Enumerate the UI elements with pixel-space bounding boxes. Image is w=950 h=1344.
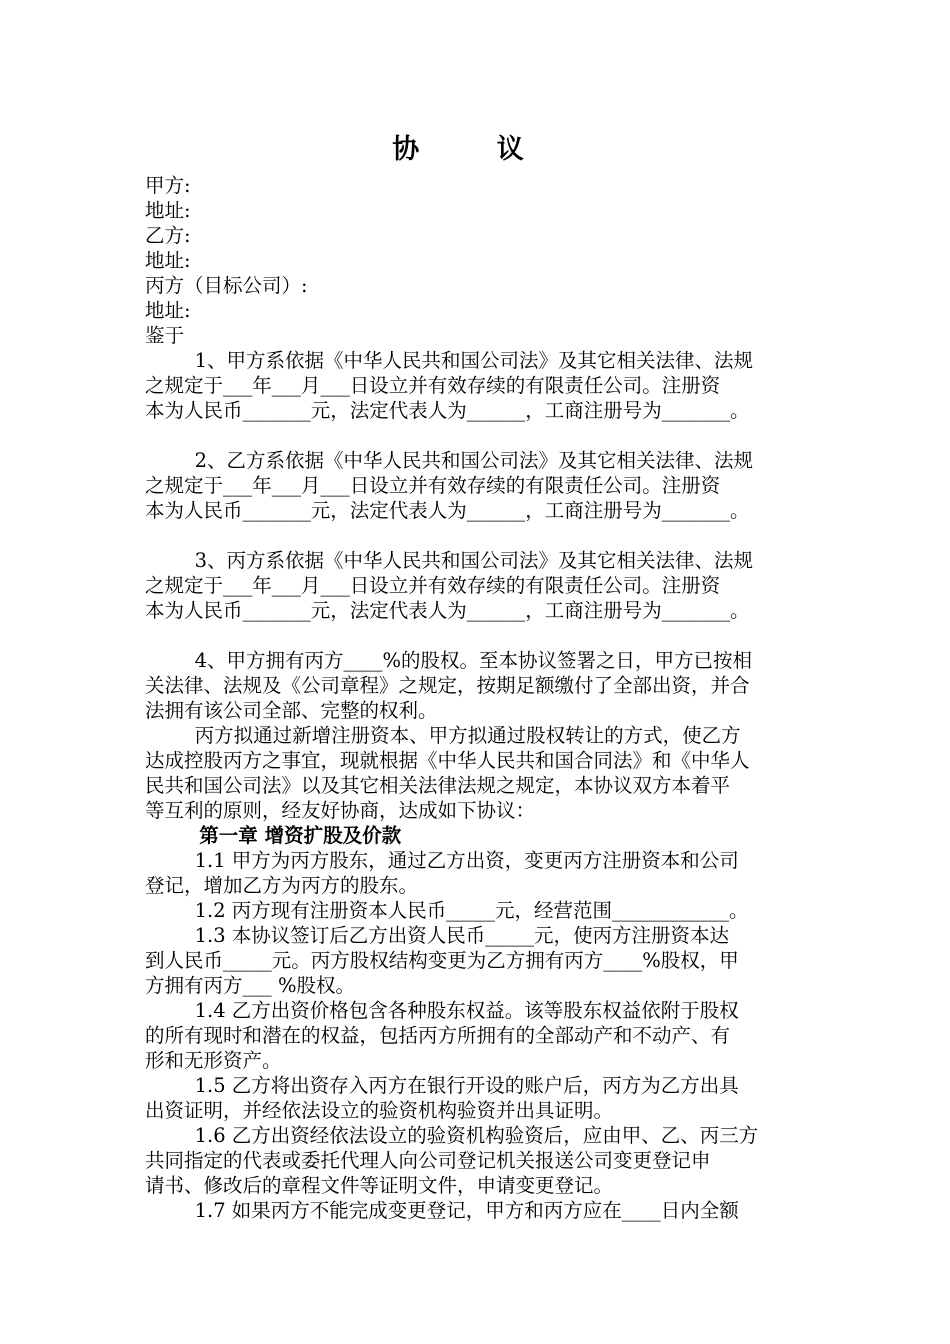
text-line: 到人民币_____元。丙方股权结构变更为乙方拥有丙方____%股权，甲 — [145, 949, 739, 972]
text-line: 地址: — [145, 249, 191, 272]
text-line: 共同指定的代表或委托代理人向公司登记机关报送公司变更登记申 — [145, 1149, 711, 1172]
text-line: 之规定于___年___月___日设立并有效存续的有限责任公司。注册资 — [145, 374, 721, 397]
text-line: 1、甲方系依据《中华人民共和国公司法》及其它相关法律、法规 — [145, 349, 753, 372]
document-body — [145, 173, 825, 1223]
text-line: 地址: — [145, 199, 191, 222]
document-title: 协 议 — [392, 134, 558, 165]
text-line: 请书、修改后的章程文件等证明文件，申请变更登记。 — [145, 1174, 614, 1197]
text-line: 之规定于___年___月___日设立并有效存续的有限责任公司。注册资 — [145, 474, 721, 497]
text-line: 1.5 乙方将出资存入丙方在银行开设的账户后，丙方为乙方出具 — [145, 1074, 739, 1097]
text-line: 1.1 甲方为丙方股东，通过乙方出资，变更丙方注册资本和公司 — [145, 849, 739, 872]
text-line: 地址: — [145, 299, 191, 322]
text-line: 1.3 本协议签订后乙方出资人民币_____元，使丙方注册资本达 — [145, 924, 730, 947]
text-line: 1.2 丙方现有注册资本人民币_____元，经营范围____________。 — [145, 899, 749, 922]
text-line: 1.6 乙方出资经依法设立的验资机构验资后，应由甲、乙、丙三方 — [145, 1124, 759, 1147]
text-line: 甲方: — [145, 174, 191, 197]
text-line: 达成控股丙方之事宜，现就根据《中华人民共和国合同法》和《中华人 — [145, 749, 750, 772]
text-line: 本为人民币_______元，法定代表人为______，工商注册号为_______。 — [145, 499, 750, 522]
text-line: 1.7 如果丙方不能完成变更登记，甲方和丙方应在____日内全额 — [145, 1199, 739, 1222]
text-line: 丙方拟通过新增注册资本、甲方拟通过股权转让的方式，使乙方 — [145, 724, 741, 747]
text-line: 法拥有该公司全部、完整的权利。 — [145, 699, 438, 722]
chapter-heading: 第一章 增资扩股及价款 — [145, 824, 402, 847]
text-line: 登记，增加乙方为丙方的股东。 — [145, 874, 419, 897]
text-line: 鉴于 — [145, 324, 185, 347]
text-line: 关法律、法规及《公司章程》之规定，按期足额缴付了全部出资，并合 — [145, 674, 750, 697]
text-line: 3、丙方系依据《中华人民共和国公司法》及其它相关法律、法规 — [145, 549, 753, 572]
text-line: 4、甲方拥有丙方____%的股权。至本协议签署之日，甲方已按相 — [145, 649, 753, 672]
text-line: 形和无形资产。 — [145, 1049, 282, 1072]
text-line: 之规定于___年___月___日设立并有效存续的有限责任公司。注册资 — [145, 574, 721, 597]
text-line: 1.4 乙方出资价格包含各种股东权益。该等股东权益依附于股权 — [145, 999, 739, 1022]
text-line: 出资证明，并经依法设立的验资机构验资并出具证明。 — [145, 1099, 614, 1122]
text-line: 的所有现时和潜在的权益，包括丙方所拥有的全部动产和不动产、有 — [145, 1024, 731, 1047]
text-line: 民共和国公司法》以及其它相关法律法规之规定，本协议双方本着平 — [145, 774, 731, 797]
text-line: 2、乙方系依据《中华人民共和国公司法》及其它相关法律、法规 — [145, 449, 753, 472]
text-line: 本为人民币_______元，法定代表人为______，工商注册号为_______。 — [145, 399, 750, 422]
text-line: 乙方: — [145, 224, 191, 247]
text-line: 方拥有丙方___ %股权。 — [145, 974, 355, 997]
text-line: 丙方（目标公司）: — [145, 274, 308, 297]
text-line: 等互利的原则，经友好协商，达成如下协议： — [145, 799, 536, 822]
text-line: 本为人民币_______元，法定代表人为______，工商注册号为_______。 — [145, 599, 750, 622]
